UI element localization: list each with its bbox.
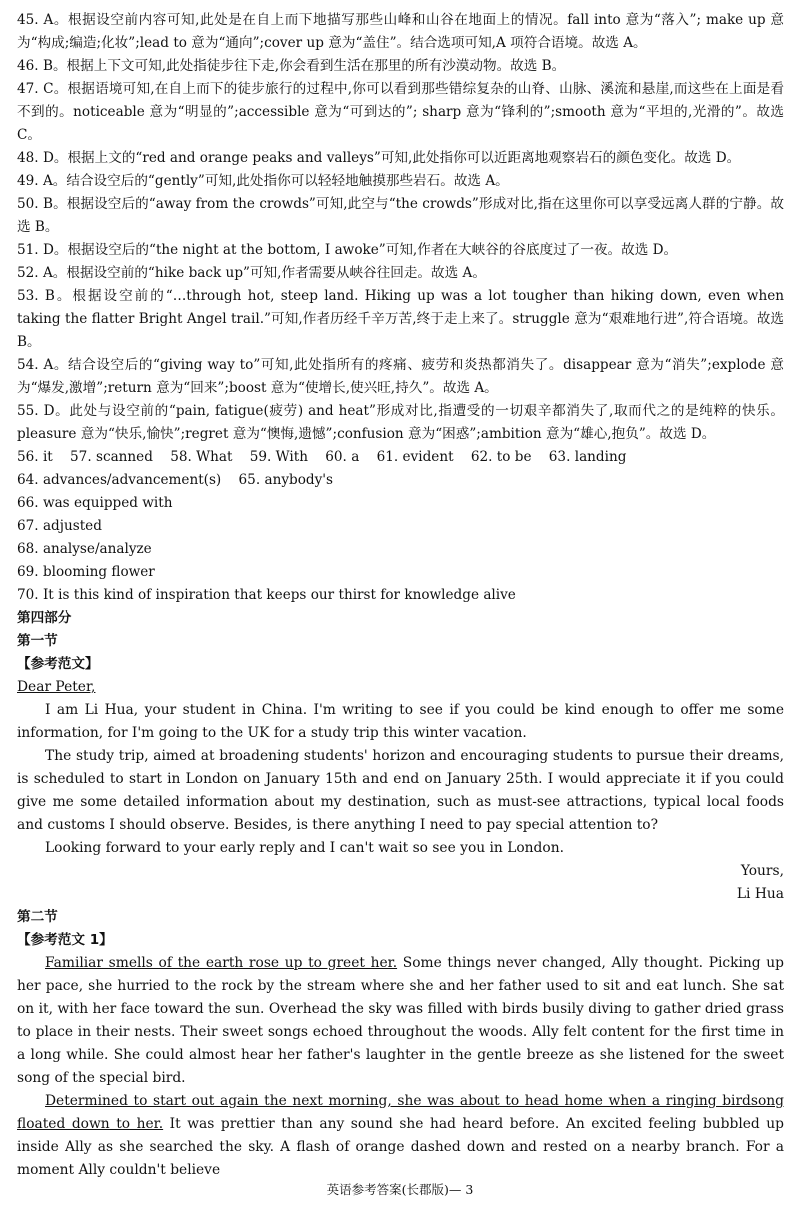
letter-signature: Li Hua <box>736 886 784 902</box>
answer-67: 67. adjusted <box>17 518 102 534</box>
answer-53: 53. B。根据设空前的“…through hot, steep land. Hiking up was a lot tougher than hiking down, even when taking the flatter Bright Angel trail.”可知,作者历经千辛万苦,终于走上来了。struggle 意为“艰难地行进”,符合语境。故选 B。 <box>17 288 784 350</box>
story-paragraph-2-body: It was prettier than any sound she had heard before. An excited feeling bubbled up inside Ally as she searched the sky. A flash of orange dashed down and rested on a nearby branch. For a moment Ally couldn't believe <box>17 1116 785 1178</box>
answer-45: 45. A。根据设空前内容可知,此处是在自上而下地描写那些山峰和山谷在地面上的情况。fall into 意为“落入”; make up 意为“构成;编造;化妆”;lead to 意为“通向”;cover up 意为“盖住”。结合选项可知,A 项符合语境。故选 A。 <box>17 12 784 51</box>
answer-55: 55. D。此处与设空前的“pain, fatigue(疲劳) and heat”形成对比,指遭受的一切艰辛都消失了,取而代之的是纯粹的快乐。pleasure 意为“快乐,愉快”;regret 意为“懊悔,遗憾”;confusion 意为“困惑”;ambition 意为“雄心,抱负”。故选 D。 <box>17 403 784 442</box>
section-1-title: 第一节 <box>17 633 58 649</box>
letter-salutation: Dear Peter, <box>17 679 96 695</box>
letter-closing: Yours, <box>740 863 784 879</box>
story-paragraph-1-body: Some things never changed, Ally thought. Picking up her pace, she hurried to the rock by the stream where she and her father used to sit and eat lunch. She sat on it, with her face toward the sun. Overhead the sky was filled with birds busily diving to gather dried grass to place in their nests. Their sweet songs echoed throughout the woods. Ally felt content for the first time in a long while. She could almost hear her father's laughter in the gentle breeze as she listened for the sweet song of the special bird. <box>17 955 785 1086</box>
answer-48: 48. D。根据上文的“red and orange peaks and valleys”可知,此处指你可以近距离地观察岩石的颜色变化。故选 D。 <box>17 150 741 166</box>
story-paragraph-1 <box>17 952 784 1090</box>
answer-54: 54. A。结合设空后的“giving way to”可知,此处指所有的疼痛、疲劳和炎热都消失了。disappear 意为“消失”;explode 意为“爆发,激增”;return 意为“回来”;boost 意为“使增长,使兴旺,持久”。故选 A。 <box>17 357 784 396</box>
answer-52: 52. A。根据设空前的“hike back up”可知,作者需要从峡谷往回走。故选 A。 <box>17 265 486 281</box>
answer-49: 49. A。结合设空后的“gently”可知,此处指你可以轻轻地触摸那些岩石。故选 A。 <box>17 173 509 189</box>
answer-70: 70. It is this kind of inspiration that keeps our thirst for knowledge alive <box>17 587 516 603</box>
letter-paragraph-1: I am Li Hua, your student in China. I'm writing to see if you could be kind enough to offer me some information, for I'm going to the UK for a study trip this winter vacation. <box>17 702 784 741</box>
answer-51: 51. D。根据设空后的“the night at the bottom, I awoke”可知,作者在大峡谷的谷底度过了一夜。故选 D。 <box>17 242 678 258</box>
section-2-title: 第二节 <box>17 909 58 925</box>
answers-56-63: 56. it 57. scanned 58. What 59. With 60. a 61. evident 62. to be 63. landing <box>17 449 627 465</box>
answer-69: 69. blooming flower <box>17 564 155 580</box>
answer-50: 50. B。根据设空后的“away from the crowds”可知,此空与“the crowds”形成对比,指在这里你可以享受远离人群的宁静。故选 B。 <box>17 196 784 235</box>
letter-paragraph-3: Looking forward to your early reply and I can't wait so see you in London. <box>45 840 564 856</box>
story-opening-sentence-2: Determined to start out again the next morning, she was about to head home when a ringing birdsong floated down to her. <box>17 1093 784 1132</box>
page-footer: 英语参考答案(长郡版)— 3 <box>326 1182 474 1197</box>
answers-64-65: 64. advances/advancement(s) 65. anybody's <box>17 472 333 488</box>
answer-47: 47. C。根据语境可知,在自上而下的徒步旅行的过程中,你可以看到那些错综复杂的山脊、山脉、溪流和悬崖,而这些在上面是看不到的。noticeable 意为“明显的”;accessible 意为“可到达的”; sharp 意为“锋利的”;smooth 意为“平坦的,光滑的”。故选 C。 <box>17 81 784 143</box>
answer-66: 66. was equipped with <box>17 495 173 511</box>
letter-paragraph-2: The study trip, aimed at broadening students' horizon and encouraging students to pursue their dreams, is scheduled to start in London on January 15th and end on January 25th. I would appreciate it if you could give me some detailed information about my destination, such as must-see attractions, typical local foods and customs I should observe. Besides, is there anything I need to pay special attention to? <box>17 748 784 833</box>
sample-essay-1-label: 【参考范文 1】 <box>17 932 113 948</box>
story-paragraph-2 <box>17 1090 784 1182</box>
answer-68: 68. analyse/analyze <box>17 541 152 557</box>
answer-46: 46. B。根据上下文可知,此处指徒步往下走,你会看到生活在那里的所有沙漠动物。故选 B。 <box>17 58 566 74</box>
part-4-title: 第四部分 <box>17 610 72 626</box>
sample-essay-label: 【参考范文】 <box>17 656 99 672</box>
story-opening-sentence-1: Familiar smells of the earth rose up to greet her. <box>45 955 398 971</box>
